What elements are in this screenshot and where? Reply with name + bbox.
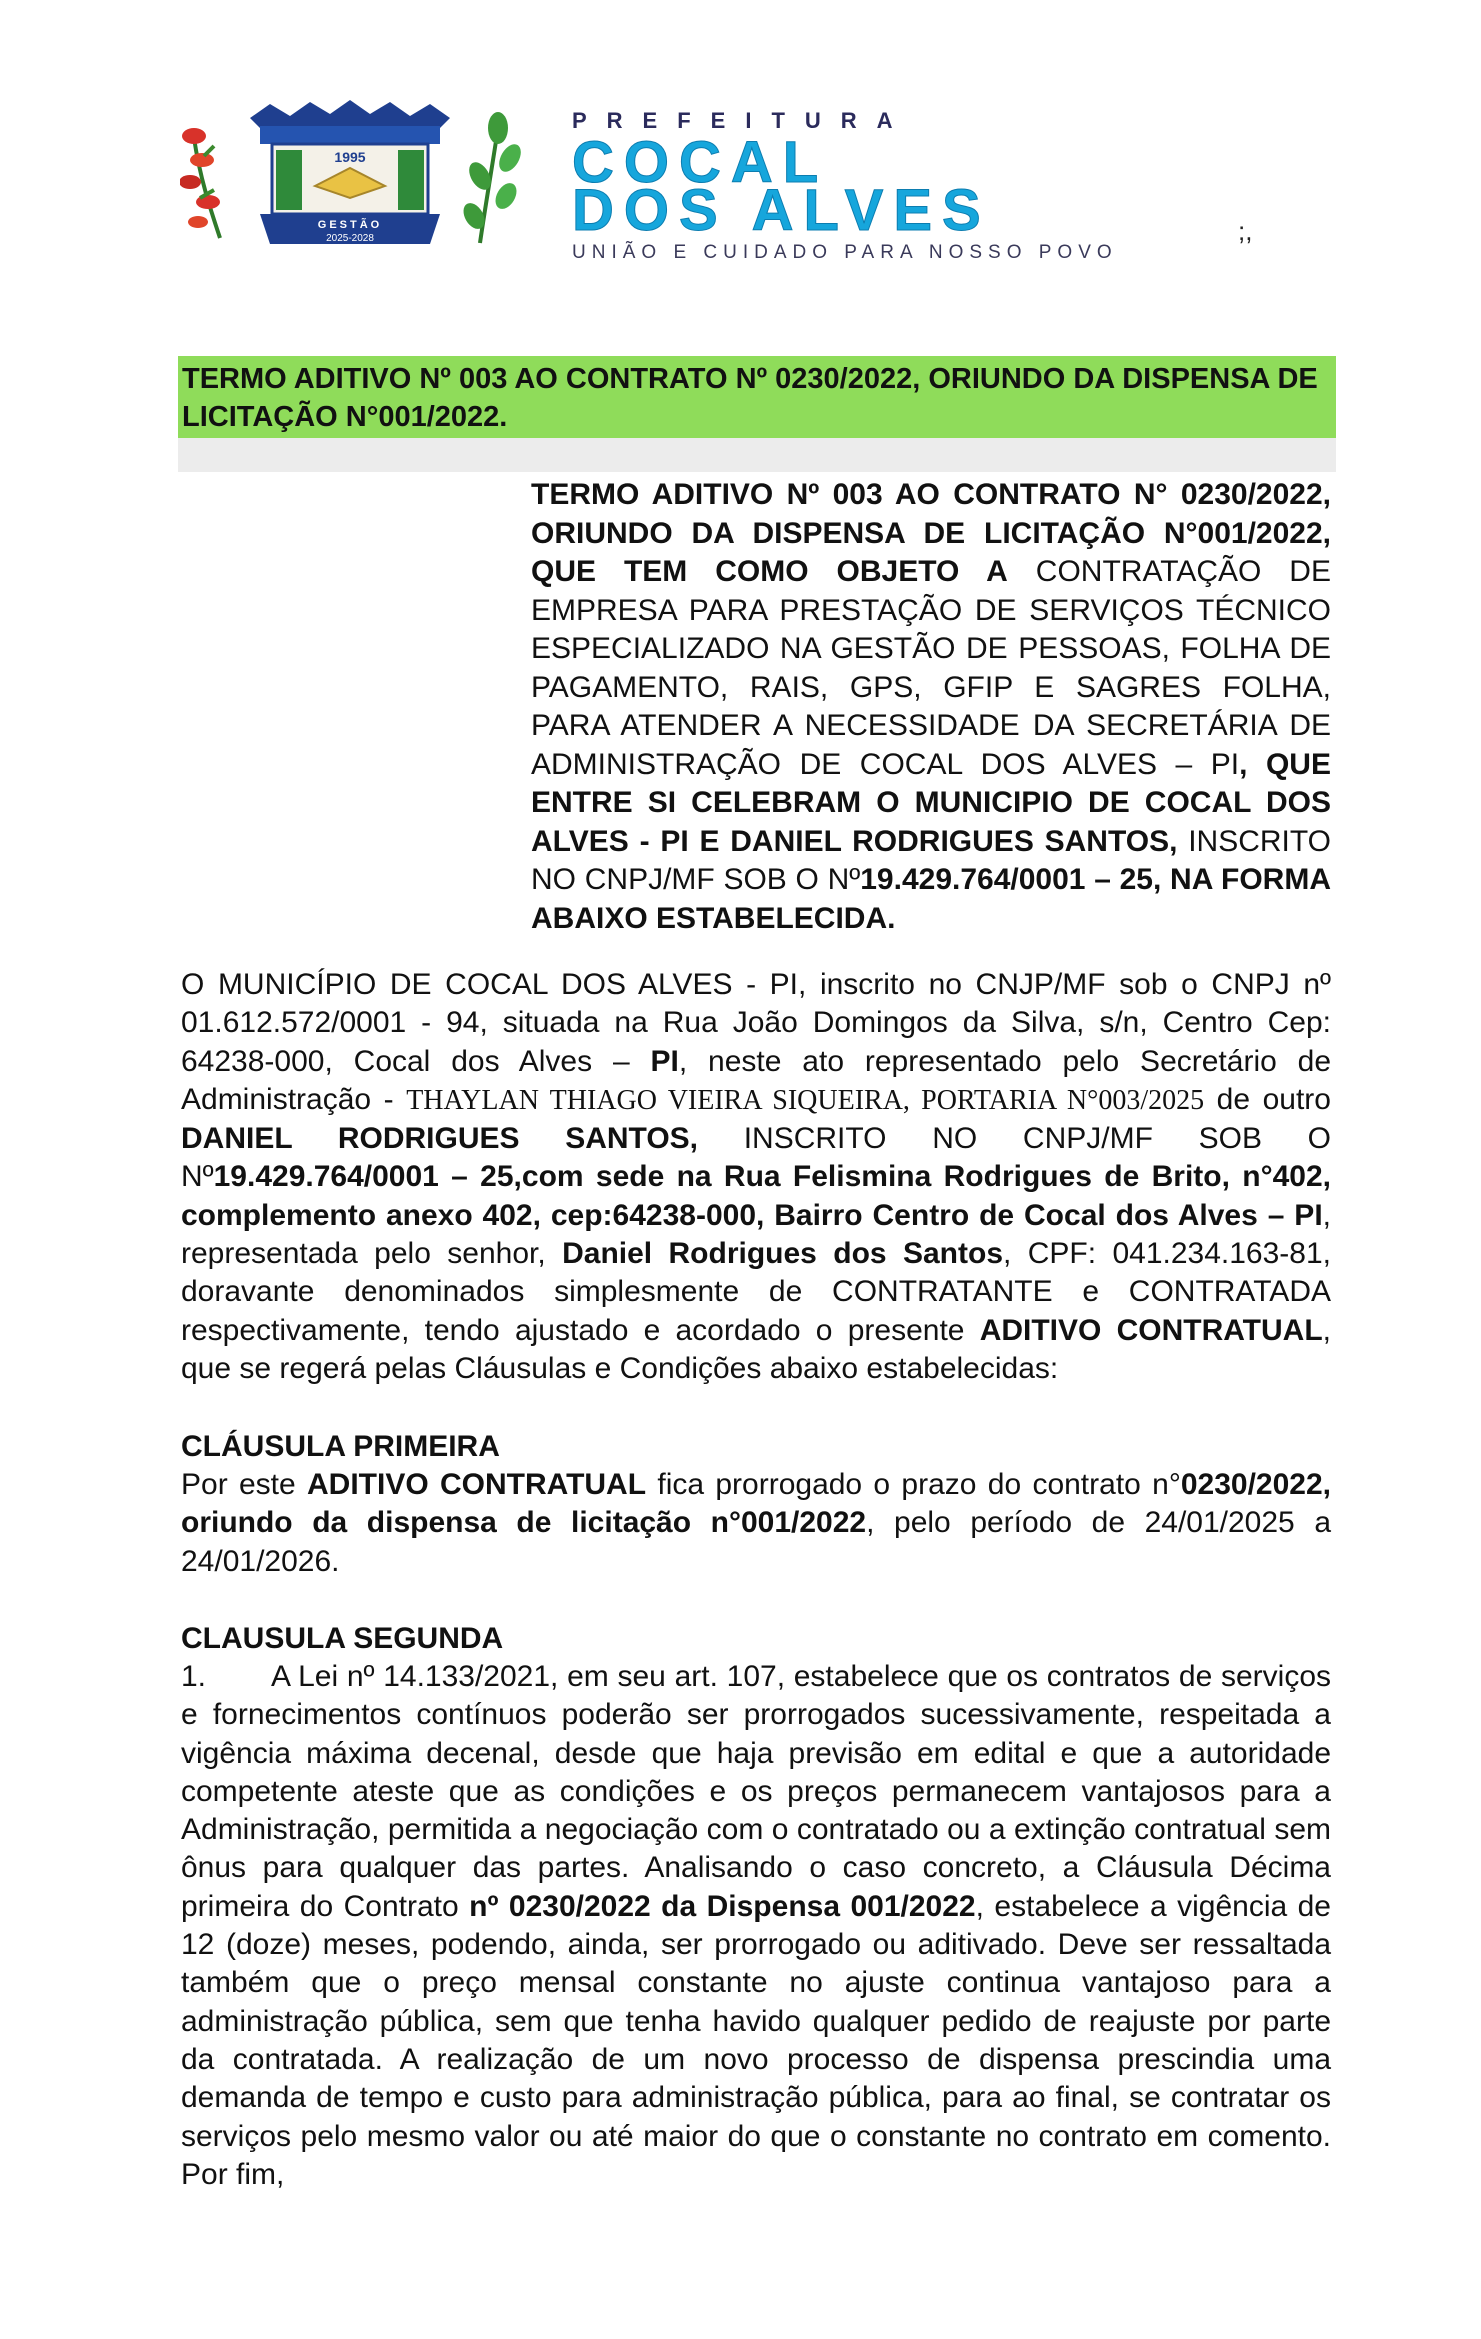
clause-1-bold: ADITIVO CONTRATUAL bbox=[307, 1468, 647, 1501]
contractor-name: DANIEL RODRIGUES SANTOS, bbox=[181, 1122, 699, 1156]
crest-shield bbox=[250, 100, 450, 244]
flower-icon bbox=[180, 128, 220, 238]
preamble-text: INSCRITO NO CNPJ/MF SOB O Nº bbox=[181, 1122, 1331, 1194]
preamble-text: , CPF: 041.234.163-81, doravante denominados simplesmente de CONTRATANTE e CONTRATADA respectivamente, tendo ajustado e acordado o presente bbox=[181, 1237, 1331, 1347]
summary-ementa bbox=[531, 476, 1331, 938]
clause-1-span: fica prorrogado o prazo do contrato n° bbox=[646, 1468, 1181, 1501]
preamble-paragraph bbox=[181, 966, 1331, 1388]
svg-text:1995: 1995 bbox=[334, 149, 366, 165]
leaf-icon bbox=[459, 112, 525, 243]
clause-1-text bbox=[181, 1466, 1331, 1581]
summary-bold-3: 19.429.764/0001 – 25, NA FORMA ABAIXO ESTABELECIDA. bbox=[531, 863, 1331, 935]
clause-1-span: Por este bbox=[181, 1468, 307, 1501]
svg-text:GESTÃO: GESTÃO bbox=[317, 219, 383, 231]
preamble-text: , neste ato representado pelo Secretário de Administração - bbox=[181, 1044, 1332, 1116]
summary-text-2: INSCRITO NO CNPJ/MF SOB O Nº bbox=[531, 824, 1331, 896]
brand-prefeitura: PREFEITURA bbox=[572, 108, 913, 133]
secretary-name: THAYLAN THIAGO VIEIRA SIQUEIRA, PORTARIA N°003/2025 bbox=[406, 1084, 1205, 1116]
summary-bold-1: TERMO ADITIVO Nº 003 AO CONTRATO N° 0230/2022, ORIUNDO DA DISPENSA DE LICITAÇÃO N°001/2022, QUE TEM COMO OBJETO A bbox=[531, 478, 1331, 588]
brand-slogan: UNIÃO E CUIDADO PARA NOSSO POVO bbox=[572, 242, 1118, 263]
preamble-bold: ADITIVO CONTRATUAL bbox=[979, 1313, 1323, 1347]
representative-name: Daniel Rodrigues dos Santos bbox=[562, 1237, 1003, 1271]
svg-text:2025-2028: 2025-2028 bbox=[326, 233, 374, 244]
letterhead bbox=[180, 98, 1300, 263]
contractor-address: 19.429.764/0001 – 25,com sede na Rua Felismina Rodrigues de Brito, n°402, complemento anexo 402, cep:64238-000, Bairro Centro de Cocal dos Alves – PI bbox=[181, 1160, 1331, 1232]
clause-2-number: 1. bbox=[181, 1660, 207, 1693]
clause-2-heading: CLAUSULA SEGUNDA bbox=[181, 1622, 504, 1655]
title-bar-shadow bbox=[178, 438, 1336, 472]
municipal-crest-logo bbox=[180, 98, 540, 248]
preamble-text: O MUNICÍPIO DE COCAL DOS ALVES - PI, inscrito no CNJP/MF sob o CNPJ nº 01.612.572/0001 - 94, situada na Rua João Domingos da Silva, s/n, Centro Cep: 64238-000, Cocal dos Alves – bbox=[181, 968, 1331, 1078]
clause-1-heading: CLÁUSULA PRIMEIRA bbox=[181, 1430, 500, 1463]
preamble-bold: PI bbox=[650, 1044, 679, 1078]
brand-name-line1: COCAL bbox=[572, 130, 829, 195]
clause-1-span: , pelo período de 24/01/2025 a 24/01/2026. bbox=[181, 1506, 1331, 1578]
clause-2-text bbox=[181, 1658, 1331, 2194]
clause-2-bold: nº 0230/2022 da Dispensa 001/2022 bbox=[469, 1889, 976, 1923]
stray-punctuation: ;, bbox=[1238, 216, 1253, 246]
brand-name-line2: DOS ALVES bbox=[572, 178, 991, 243]
clause-2-span: , estabelece a vigência de 12 (doze) meses, podendo, ainda, ser prorrogado ou aditivado. Deve ser ressaltada também que o preço mensal constante no ajuste continua vantajoso para a administração pública, sem que tenha havido qualquer pedido de reajuste por parte da contratada. A realização de um novo processo de dispensa prescindia uma demanda de tempo e custo para administração pública, para ao final, se contratar os serviços pelo mesmo valor ou até maior do que o constante no contrato em comento. Por fim, bbox=[181, 1889, 1331, 2191]
summary-bold-2: , QUE ENTRE SI CELEBRAM O MUNICIPIO DE COCAL DOS ALVES - PI E DANIEL RODRIGUES SANTOS, bbox=[531, 747, 1331, 858]
preamble-text: de outro bbox=[1204, 1082, 1331, 1116]
preamble-text: , representada pelo senhor, bbox=[181, 1198, 1331, 1271]
clause-2-span: A Lei nº 14.133/2021, em seu art. 107, estabelece que os contratos de serviços e fornecimentos contínuos poderão ser prorrogados sucessivamente, respeitada a vigência máxima decenal, desde que haja previsão em edital e que a autoridade competente ateste que as condições e os preços permanecem vantajosos para a Administração, permitida a negociação com o contratado ou a extinção contratual sem ônus para qualquer das partes. Analisando o caso concreto, a Cláusula Décima primeira do Contrato bbox=[181, 1660, 1331, 1923]
document-title: TERMO ADITIVO Nº 003 AO CONTRATO Nº 0230/2022, ORIUNDO DA DISPENSA DE LICITAÇÃO N°001/2022. bbox=[182, 363, 1318, 433]
summary-text-1: CONTRATAÇÃO DE EMPRESA PARA PRESTAÇÃO DE SERVIÇOS TÉCNICO ESPECIALIZADO NA GESTÃO DE PESSOAS, FOLHA DE PAGAMENTO, RAIS, GPS, GFIP E SAGRES FOLHA, PARA ATENDER A NECESSIDADE DA SECRETÁRIA DE ADMINISTRAÇÃO DE COCAL DOS ALVES – PI bbox=[531, 555, 1331, 781]
preamble-text: , que se regerá pelas Cláusulas e Condições abaixo estabelecidas: bbox=[181, 1313, 1331, 1385]
document-title-bar bbox=[178, 356, 1336, 438]
clause-1-bold: 0230/2022, oriundo da dispensa de licitação n°001/2022 bbox=[181, 1468, 1331, 1540]
municipality-brand bbox=[572, 108, 1272, 263]
